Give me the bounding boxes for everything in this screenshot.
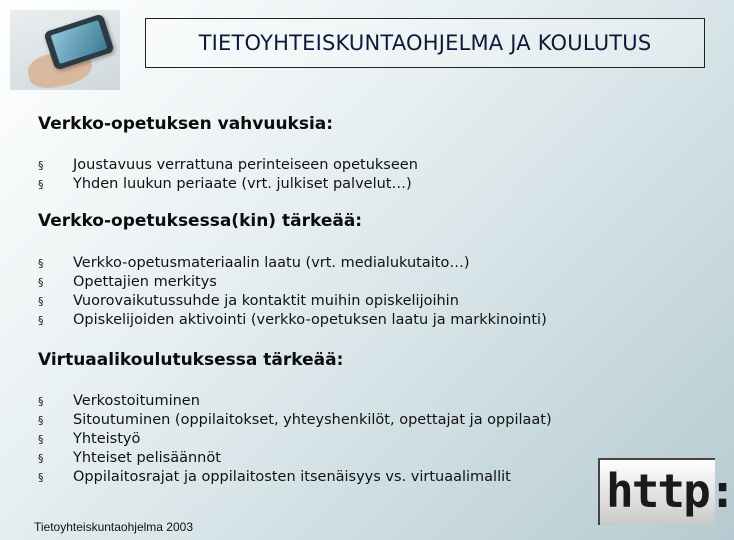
section-list-important [38,254,547,330]
bullet-icon: § [38,295,44,308]
list-item: § Verkostoituminen [38,393,200,409]
bullet-icon: § [38,414,44,427]
section-heading-strengths: Verkko-opetuksen vahvuuksia: [38,114,334,134]
bullet-icon: § [38,433,44,446]
list-item: § Opiskelijoiden aktivointi (verkko-opetuksen laatu ja markkinointi) [38,312,547,328]
page-title: TIETOYHTEISKUNTAOHJELMA JA KOULUTUS [198,31,652,55]
pda-screen [51,20,108,64]
bullet-icon: § [38,178,44,191]
list-item: § Opettajien merkitys [38,274,217,290]
list-item: § Oppilaitosrajat ja oppilaitosten itsenäisyys vs. virtuaalimallit [38,469,511,485]
list-item: § Verkko-opetusmateriaalin laatu (vrt. medialukutaito…) [38,255,470,271]
bullet-icon: § [38,276,44,289]
bullet-icon: § [38,395,44,408]
section-list-strengths [38,156,418,194]
section-heading-virtual: Virtuaalikoulutuksessa tärkeää: [38,350,344,370]
bullet-icon: § [38,159,44,172]
footer-text: Tietoyhteiskuntaohjelma 2003 [34,520,193,534]
pda-device [43,13,114,70]
section-list-virtual [38,392,552,487]
http-logo-text: http: [606,464,734,518]
bullet-icon: § [38,314,44,327]
bullet-icon: § [38,257,44,270]
section-heading-important: Verkko-opetuksessa(kin) tärkeää: [38,211,363,231]
list-item: § Yhteiset pelisäännöt [38,450,221,466]
bullet-icon: § [38,471,44,484]
bullet-icon: § [38,452,44,465]
http-logo-image [598,458,734,525]
list-item: § Yhden luukun periaate (vrt. julkiset palvelut…) [38,176,412,192]
handheld-device-photo [10,10,120,90]
list-item: § Joustavuus verrattuna perinteiseen opetukseen [38,157,418,173]
title-box [145,18,705,68]
list-item: § Yhteistyö [38,431,141,447]
list-item: § Vuorovaikutussuhde ja kontaktit muihin opiskelijoihin [38,293,459,309]
list-item: § Sitoutuminen (oppilaitokset, yhteyshenkilöt, opettajat ja oppilaat) [38,412,552,428]
